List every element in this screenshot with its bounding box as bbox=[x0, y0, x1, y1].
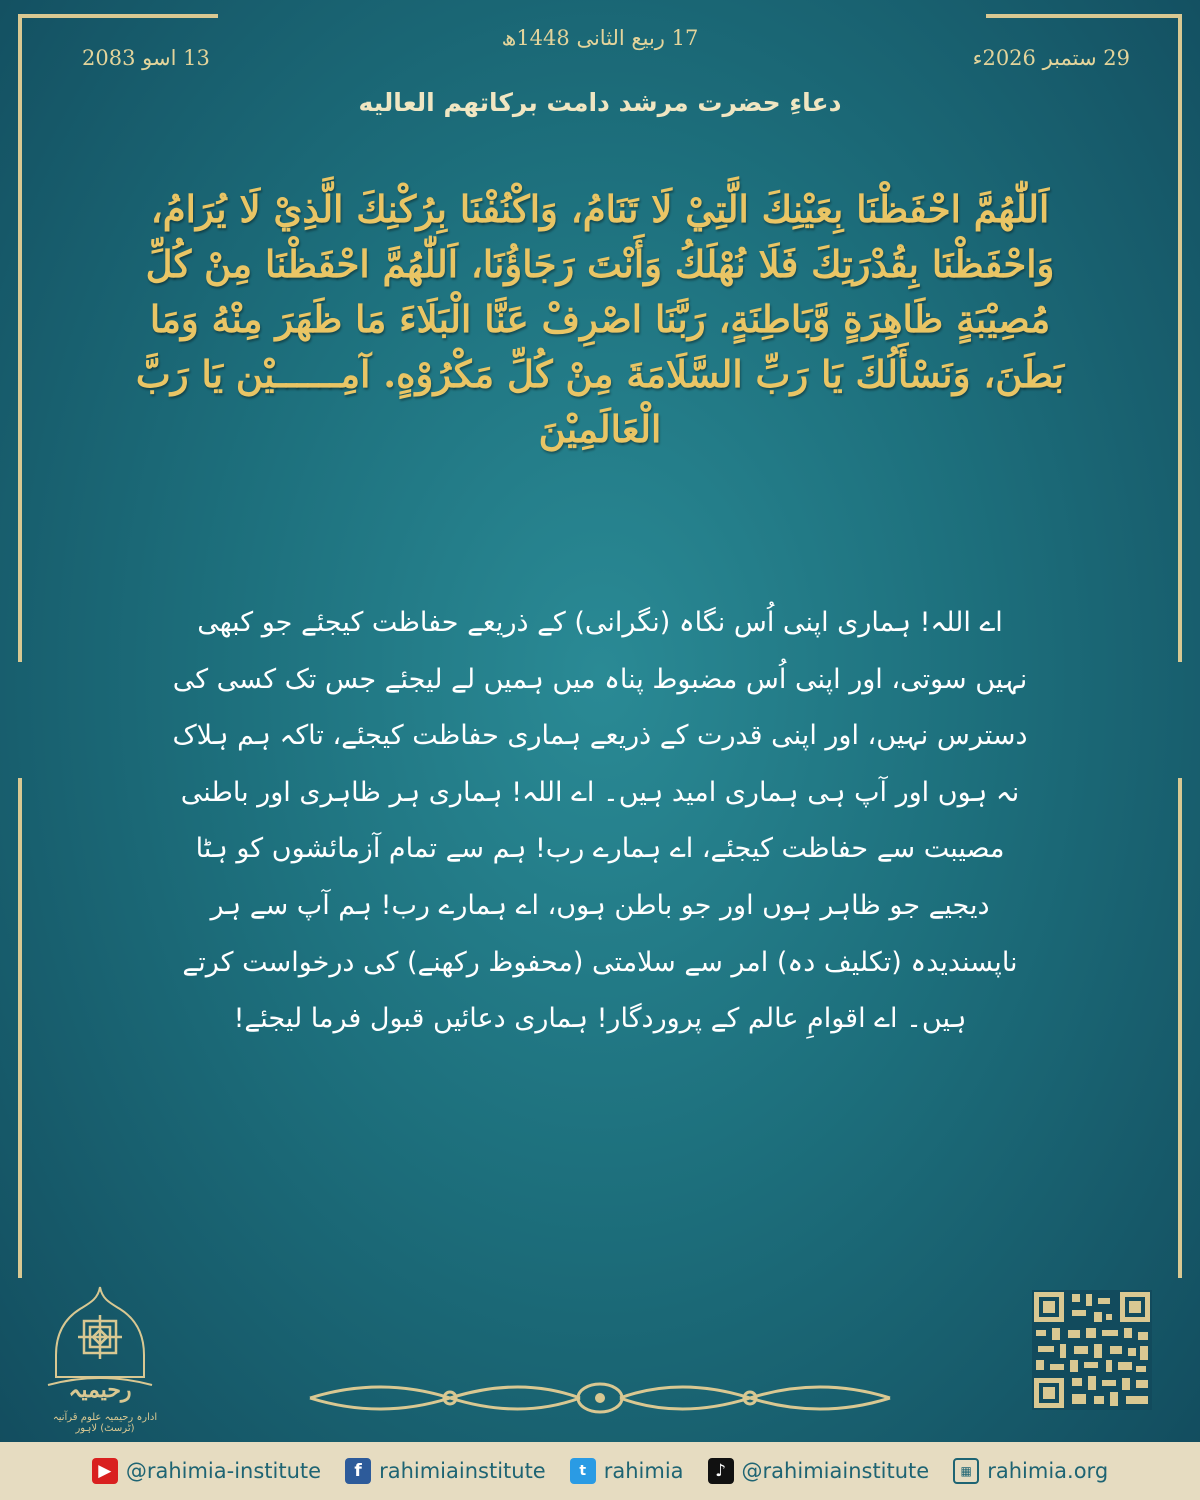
website-url: rahimia.org bbox=[987, 1459, 1109, 1483]
qr-code[interactable] bbox=[1032, 1290, 1152, 1410]
twitter-icon: t bbox=[570, 1458, 596, 1484]
facebook-icon: f bbox=[345, 1458, 371, 1484]
facebook-handle: rahimiainstitute bbox=[379, 1459, 546, 1483]
bikrami-date: 13 اسو 2083 bbox=[82, 46, 210, 70]
twitter-link[interactable] bbox=[570, 1458, 684, 1484]
page-title: دعاءِ حضرت مرشد دامت برکاتهم العالیه bbox=[358, 88, 842, 117]
tiktok-link[interactable] bbox=[708, 1458, 930, 1484]
youtube-link[interactable] bbox=[92, 1458, 321, 1484]
twitter-handle: rahimia bbox=[603, 1459, 684, 1483]
facebook-link[interactable] bbox=[345, 1458, 546, 1484]
youtube-icon: ▶ bbox=[92, 1458, 118, 1484]
frame-top-right bbox=[986, 14, 1182, 18]
footer-bar bbox=[0, 1442, 1200, 1500]
logo-caption: ادارہ رحیمیہ علوم قرآنیہ (ٹرسٹ) لاہور bbox=[52, 1412, 158, 1434]
gregorian-date: 29 ستمبر 2026ء bbox=[972, 46, 1130, 70]
decorative-ornament bbox=[300, 1368, 900, 1428]
urdu-translation: اے اللہ! ہماری اپنی اُس نگاہ (نگرانی) کے ذریعے حفاظت کیجئے جو کبھی نہیں سوتی، اور اپنی اُس مضبوط پناہ میں ہمیں لے لیجئے جس تک کسی کی دسترس نہیں، اور اپنی قدرت کے ذریعے ہماری حفاظت کیجئے، تاکہ ہم ہلاک نہ ہوں اور آپ ہی ہماری امید ہیں۔ اے اللہ! ہماری ہر ظاہری اور باطنی مصیبت سے حفاظت کیجئے، اے ہمارے رب! ہم سے تمام آزمائشوں کو ہٹا دیجیے جو ظاہر ہوں اور جو باطن ہوں، اے ہمارے رب! ہم آپ سے ہر ناپسندیدہ (تکلیف دہ) امر سے سلامتی (محفوظ رکھنے) کی درخواست کرتے ہیں۔ اے اقوامِ عالم کے پروردگار! ہماری دعائیں قبول فرما لیجئے! bbox=[172, 607, 1028, 1035]
arabic-dua: اَللّٰهُمَّ احْفَظْنَا بِعَيْنِكَ الَّتِيْ لَا تَنَامُ، وَاكْنُفْنَا بِرُكْنِكَ الَّذِيْ لَا يُرَامُ، وَاحْفَظْنَا بِقُدْرَتِكَ فَلَا نُهْلَكُ وَأَنْتَ رَجَاؤُنَا، اَللّٰهُمَّ احْفَظْنَا مِنْ كُلِّ مُصِيْبَةٍ ظَاهِرَةٍ وَّبَاطِنَةٍ، رَبَّنَا اصْرِفْ عَنَّا الْبَلَاءَ مَا ظَهَرَ مِنْهُ وَمَا بَطَنَ، وَنَسْأَلُكَ يَا رَبِّ السَّلَامَةَ مِنْ كُلِّ مَكْرُوْهٍ. آمِــــــيْن يَا رَبَّ الْعَالَمِيْنَ bbox=[135, 187, 1065, 451]
youtube-handle: @rahimia-institute bbox=[125, 1459, 322, 1483]
hijri-date: 17 ربیع الثانی 1448ھ bbox=[501, 26, 699, 50]
frame-right-bottom bbox=[1178, 778, 1182, 1278]
website-link[interactable] bbox=[953, 1458, 1108, 1484]
frame-left-bottom bbox=[18, 778, 22, 1278]
qr-web-icon: ▦ bbox=[953, 1458, 979, 1484]
tiktok-icon: ♪ bbox=[708, 1458, 734, 1484]
frame-top-left bbox=[18, 14, 218, 18]
tiktok-handle: @rahimiainstitute bbox=[741, 1459, 930, 1483]
logo-text: رحیمیہ bbox=[68, 1377, 132, 1403]
